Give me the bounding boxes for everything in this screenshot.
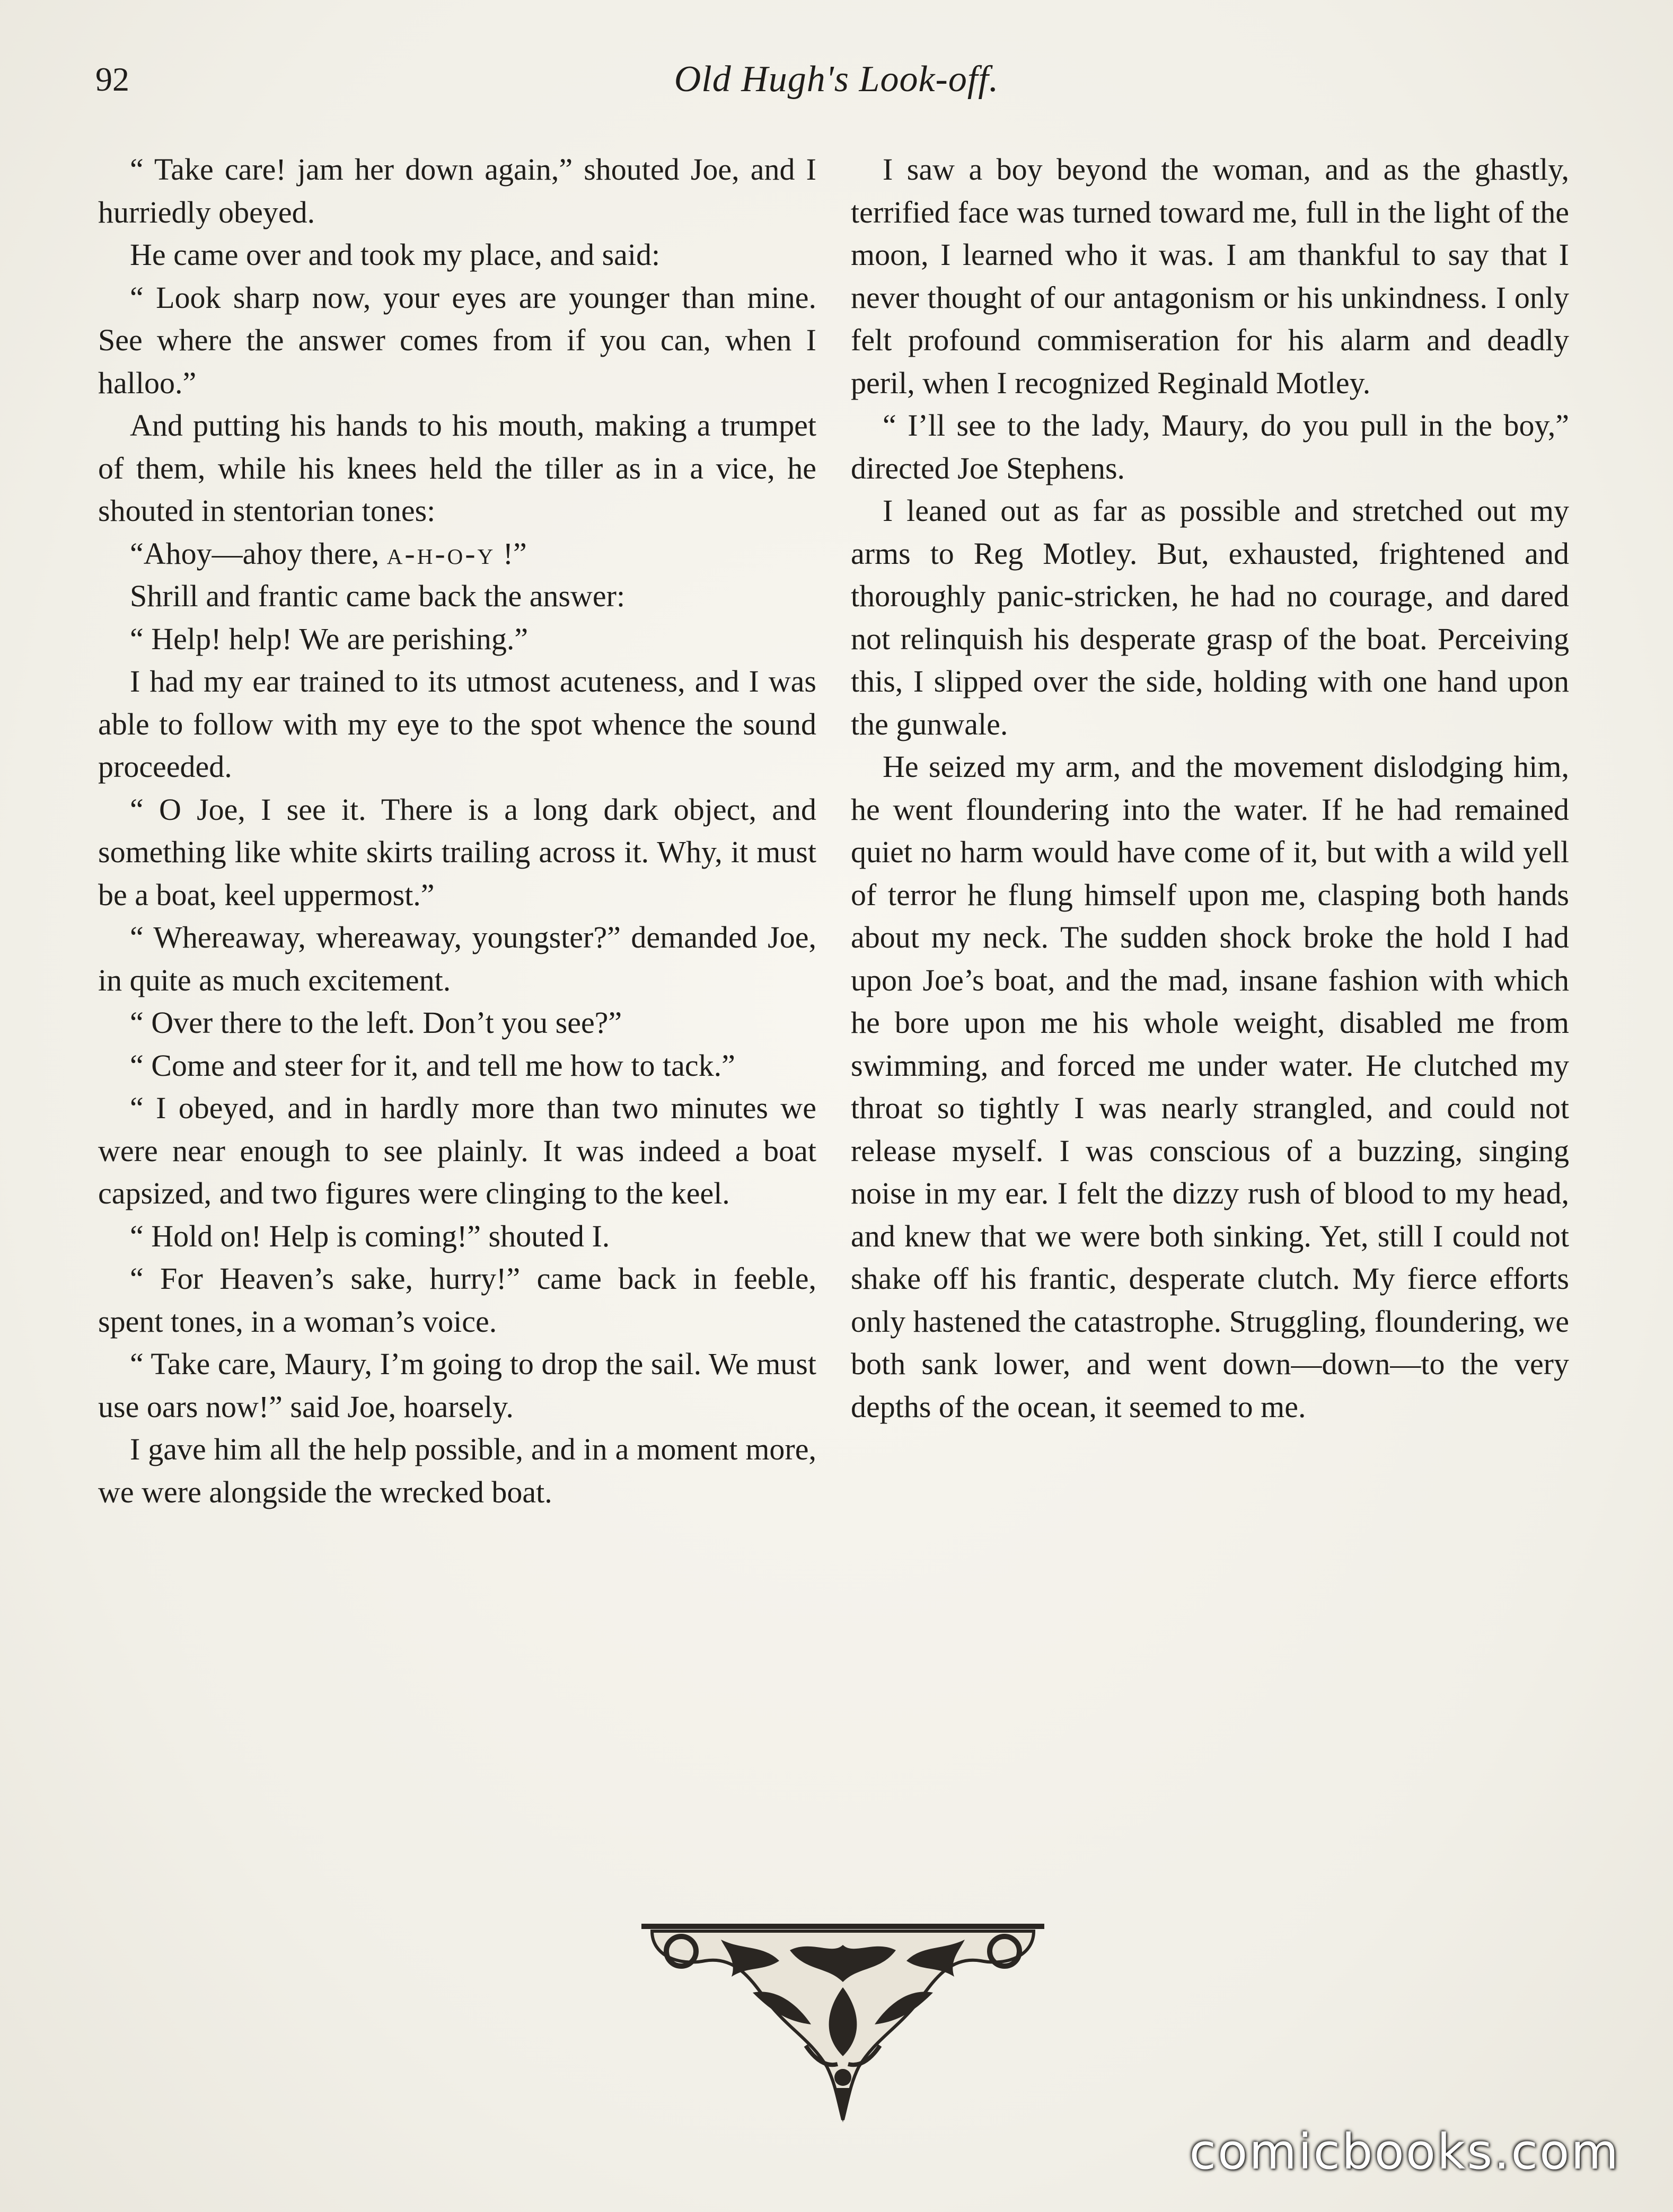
paragraph: “ Hold on! Help is coming!” shouted I. bbox=[130, 1218, 610, 1253]
paragraph: And putting his hands to his mouth, making a trumpet of them, while his knees held the tiller as in a vice, he shouted in stentorian tones: bbox=[98, 408, 816, 528]
text-run: “Ahoy—ahoy there, bbox=[130, 536, 387, 571]
paragraph: “ O Joe, I see it. There is a long dark object, and something like white skirts trailing across it. Why, it must be a boat, keel uppermost.” bbox=[98, 792, 816, 912]
paragraph: “ For Heaven’s sake, hurry!” came back in feeble, spent tones, in a woman’s voice. bbox=[98, 1261, 816, 1339]
page-header bbox=[95, 56, 1578, 103]
text-run: !” bbox=[495, 536, 527, 571]
paragraph: “ Whereaway, whereaway, youngster?” demanded Joe, in quite as much excitement. bbox=[98, 920, 816, 997]
watermark: comicbooks.com bbox=[1189, 2123, 1620, 2180]
paragraph: He came over and took my place, and said: bbox=[130, 237, 661, 272]
paragraph: I saw a boy beyond the woman, and as the ghastly, terrified face was turned toward me, full in the light of the moon, I learned who it was. I am thankful to say that I never thought of our antagonism or his unkindness. I only felt profound commiseration for his alarm and deadly peril, when I recognized Reginald Motley. bbox=[851, 152, 1569, 400]
paragraph: I had my ear trained to its utmost acuteness, and I was able to follow with my eye to the spot whence the sound proceeded. bbox=[98, 664, 816, 784]
running-title: Old Hugh's Look-off. bbox=[674, 59, 999, 100]
paragraph: “ Take care! jam her down again,” shouted Joe, and I hurriedly obeyed. bbox=[98, 152, 816, 229]
paragraph: “ Come and steer for it, and tell me how to tack.” bbox=[130, 1048, 735, 1083]
paragraph: I gave him all the help possible, and in a moment more, we were alongside the wrecked boat. bbox=[98, 1432, 816, 1509]
paragraph: “ I’ll see to the lady, Maury, do you pull in the boy,” directed Joe Stephens. bbox=[851, 408, 1569, 485]
paragraph: I leaned out as far as possible and stretched out my arms to Reg Motley. But, exhausted, frightened and thoroughly panic-stricken, he had no courage, and dared not relinquish his desperate grasp of the boat. Perceiving this, I slipped over the side, holding with one hand upon the gunwale. bbox=[851, 493, 1569, 741]
paragraph: “ I obeyed, and in hardly more than two minutes we were near enough to see plainly. It was indeed a boat capsized, and two figures were clinging to the keel. bbox=[98, 1091, 816, 1210]
paragraph: He seized my arm, and the movement dislodging him, he went floundering into the water. If he had remained quiet no harm would have come of it, but with a wild yell of terror he flung himself upon me, clasping both hands about my neck. The sudden shock broke the hold I had upon Joe’s boat, and the mad, insane fashion with which he bore upon me his whole weight, disabled me from swimming, and forced me under water. He clutched my throat so tightly I was nearly strangled, and could not release myself. I was conscious of a buzzing, singing noise in my ear. I felt the dizzy rush of blood to my head, and knew that we were both sinking. Yet, still I could not shake off his frantic, desperate clutch. My fierce efforts only hastened the catastrophe. Struggling, floundering, we both sank lower, and went down—down—to the very depths of the ocean, it seemed to me. bbox=[851, 749, 1569, 1424]
paragraph: “ Look sharp now, your eyes are younger than mine. See where the answer comes from if you can, when I halloo.” bbox=[98, 280, 816, 400]
right-column bbox=[851, 148, 1569, 1428]
paragraph: Shrill and frantic came back the answer: bbox=[130, 579, 626, 613]
page-number: 92 bbox=[95, 60, 129, 98]
paragraph: “ Take care, Maury, I’m going to drop the sail. We must use oars now!” said Joe, hoarsely. bbox=[98, 1347, 816, 1424]
paragraph: “ Over there to the left. Don’t you see?” bbox=[130, 1005, 622, 1040]
smallcaps-run: a-h-o-y bbox=[386, 536, 496, 571]
paragraph bbox=[98, 533, 816, 576]
left-column bbox=[98, 148, 816, 1514]
foliate-bracket-ornament-icon bbox=[631, 1918, 1055, 2130]
paragraph: “ Help! help! We are perishing.” bbox=[130, 621, 529, 656]
